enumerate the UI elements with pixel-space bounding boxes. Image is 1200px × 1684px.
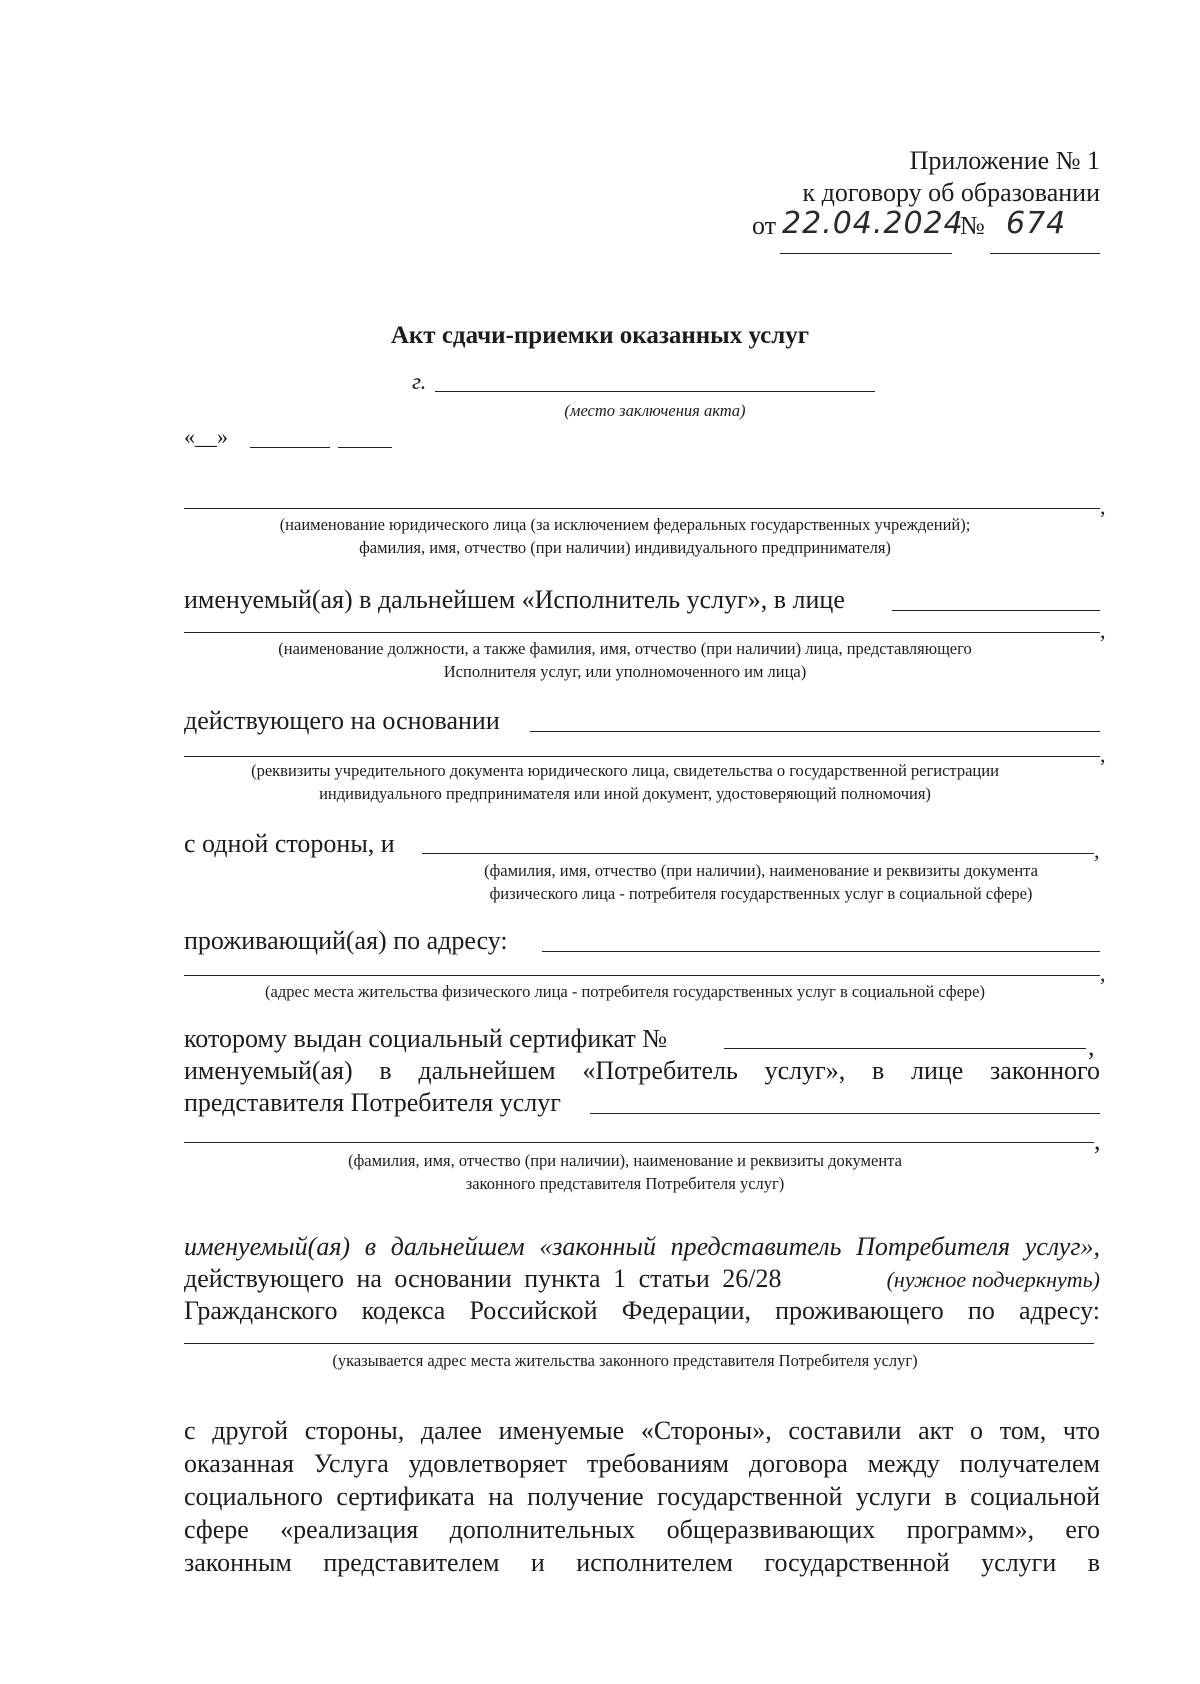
contract-label: к договору об образовании bbox=[802, 178, 1100, 207]
rep-caption-2: законного представителя Потребителя услуг) bbox=[465, 1174, 785, 1193]
representative-line bbox=[590, 1113, 1100, 1114]
date-year-line bbox=[338, 447, 392, 448]
representative-text: представителя Потребителя услуг bbox=[184, 1088, 561, 1117]
org-line-comma: , bbox=[1100, 494, 1106, 519]
certificate-text: которому выдан социальный сертификат № bbox=[184, 1024, 668, 1053]
basis-caption-1: (реквизиты учредительного документа юридического лица, свидетельства о государственной регистрации bbox=[251, 761, 999, 780]
consumer-line-comma: , bbox=[1094, 838, 1100, 863]
legal-rep-basis-note: (нужное подчеркнуть) bbox=[886, 1267, 1100, 1292]
rep-caption-1: (фамилия, имя, отчество (при наличии), наименование и реквизиты документа bbox=[348, 1151, 902, 1170]
one-side-text: с одной стороны, и bbox=[184, 829, 395, 858]
executor-line bbox=[892, 610, 1100, 611]
executor-text: именуемый(ая) в дальнейшем «Исполнитель услуг», в лице bbox=[184, 585, 845, 614]
legal-rep-basis-line bbox=[184, 1264, 1100, 1296]
consumer-text: именуемый(ая) в дальнейшем «Потребитель услуг», в лице законного bbox=[184, 1056, 1100, 1085]
certificate-number-line bbox=[724, 1048, 1086, 1049]
consumer-name-line bbox=[422, 853, 1094, 854]
basis-document-line bbox=[184, 756, 1100, 757]
date-month-line bbox=[250, 447, 330, 448]
legal-rep-basis-text: действующего на основании пункта 1 статьи 26/28 bbox=[184, 1264, 782, 1293]
final-line-4: сфере «реализация дополнительных общеразвивающих программ», его bbox=[184, 1515, 1100, 1544]
executor-caption-2: Исполнителя услуг, или уполномоченного им лица) bbox=[443, 662, 807, 681]
representative-continuation-line bbox=[184, 1142, 1094, 1143]
executor-person-line bbox=[184, 632, 1100, 633]
basis-line bbox=[530, 731, 1100, 732]
basis-caption-2: индивидуального предпринимателя или иной документ, удостоверяющий полномочия) bbox=[319, 784, 931, 803]
document-title: Акт сдачи-приемки оказанных услуг bbox=[390, 322, 810, 349]
person-caption-2: физического лица - потребителя государственных услуг в социальной сфере) bbox=[489, 884, 1033, 903]
date-quote-placeholder: «__» bbox=[184, 424, 228, 449]
address-line bbox=[542, 951, 1100, 952]
place-caption: (место заключения акта) bbox=[564, 401, 746, 420]
legal-rep-italic-line: именуемый(ая) в дальнейшем «законный представитель Потребителя услуг», bbox=[184, 1232, 1100, 1261]
legal-rep-address-line bbox=[184, 1343, 1094, 1344]
contract-from-label: от bbox=[752, 211, 777, 240]
address-caption: (адрес места жительства физического лица - потребителя государственных услуг в социальной сфере) bbox=[265, 982, 985, 1001]
final-line-3: социального сертификата на получение государственной услуги в социальной bbox=[184, 1482, 1100, 1511]
executor-caption-1: (наименование должности, а также фамилия, имя, отчество (при наличии) лица, представляющего bbox=[278, 639, 972, 658]
certificate-line-comma: , bbox=[1088, 1032, 1095, 1061]
civil-code-line: Гражданского кодекса Российской Федерации, проживающего по адресу: bbox=[184, 1296, 1100, 1325]
contract-date-handwritten: 22.04.2024 bbox=[782, 206, 964, 241]
place-prefix: г. bbox=[412, 369, 427, 394]
contract-number-handwritten: 674 bbox=[1006, 206, 1067, 241]
final-line-1: с другой стороны, далее именуемые «Стороны», составили акт о том, что bbox=[184, 1416, 1100, 1445]
appendix-label: Приложение № 1 bbox=[909, 146, 1100, 175]
person-caption-1: (фамилия, имя, отчество (при наличии), наименование и реквизиты документа bbox=[484, 861, 1038, 880]
address-text: проживающий(ая) по адресу: bbox=[184, 926, 508, 955]
org-name-line bbox=[184, 508, 1100, 509]
representative-line-comma: , bbox=[1094, 1126, 1101, 1155]
basis-line-comma: , bbox=[1100, 742, 1106, 767]
contract-number-label: № bbox=[960, 211, 985, 240]
rep-address-caption: (указывается адрес места жительства законного представителя Потребителя услуг) bbox=[332, 1351, 918, 1370]
contract-date-line bbox=[780, 253, 952, 254]
org-caption-1: (наименование юридического лица (за исключением федеральных государственных учреждений); bbox=[279, 515, 971, 534]
org-caption-2: фамилия, имя, отчество (при наличии) индивидуального предпринимателя) bbox=[359, 538, 891, 557]
final-line-5: законным представителем и исполнителем государственной услуги в bbox=[184, 1548, 1100, 1577]
contract-number-line bbox=[990, 253, 1100, 254]
basis-text: действующего на основании bbox=[184, 706, 500, 735]
final-line-2: оказанная Услуга удовлетворяет требованиям договора между получателем bbox=[184, 1449, 1100, 1478]
place-line bbox=[435, 391, 875, 392]
address-continuation-line bbox=[184, 975, 1100, 976]
address-line-comma: , bbox=[1100, 961, 1106, 986]
executor-line-comma: , bbox=[1100, 618, 1106, 643]
